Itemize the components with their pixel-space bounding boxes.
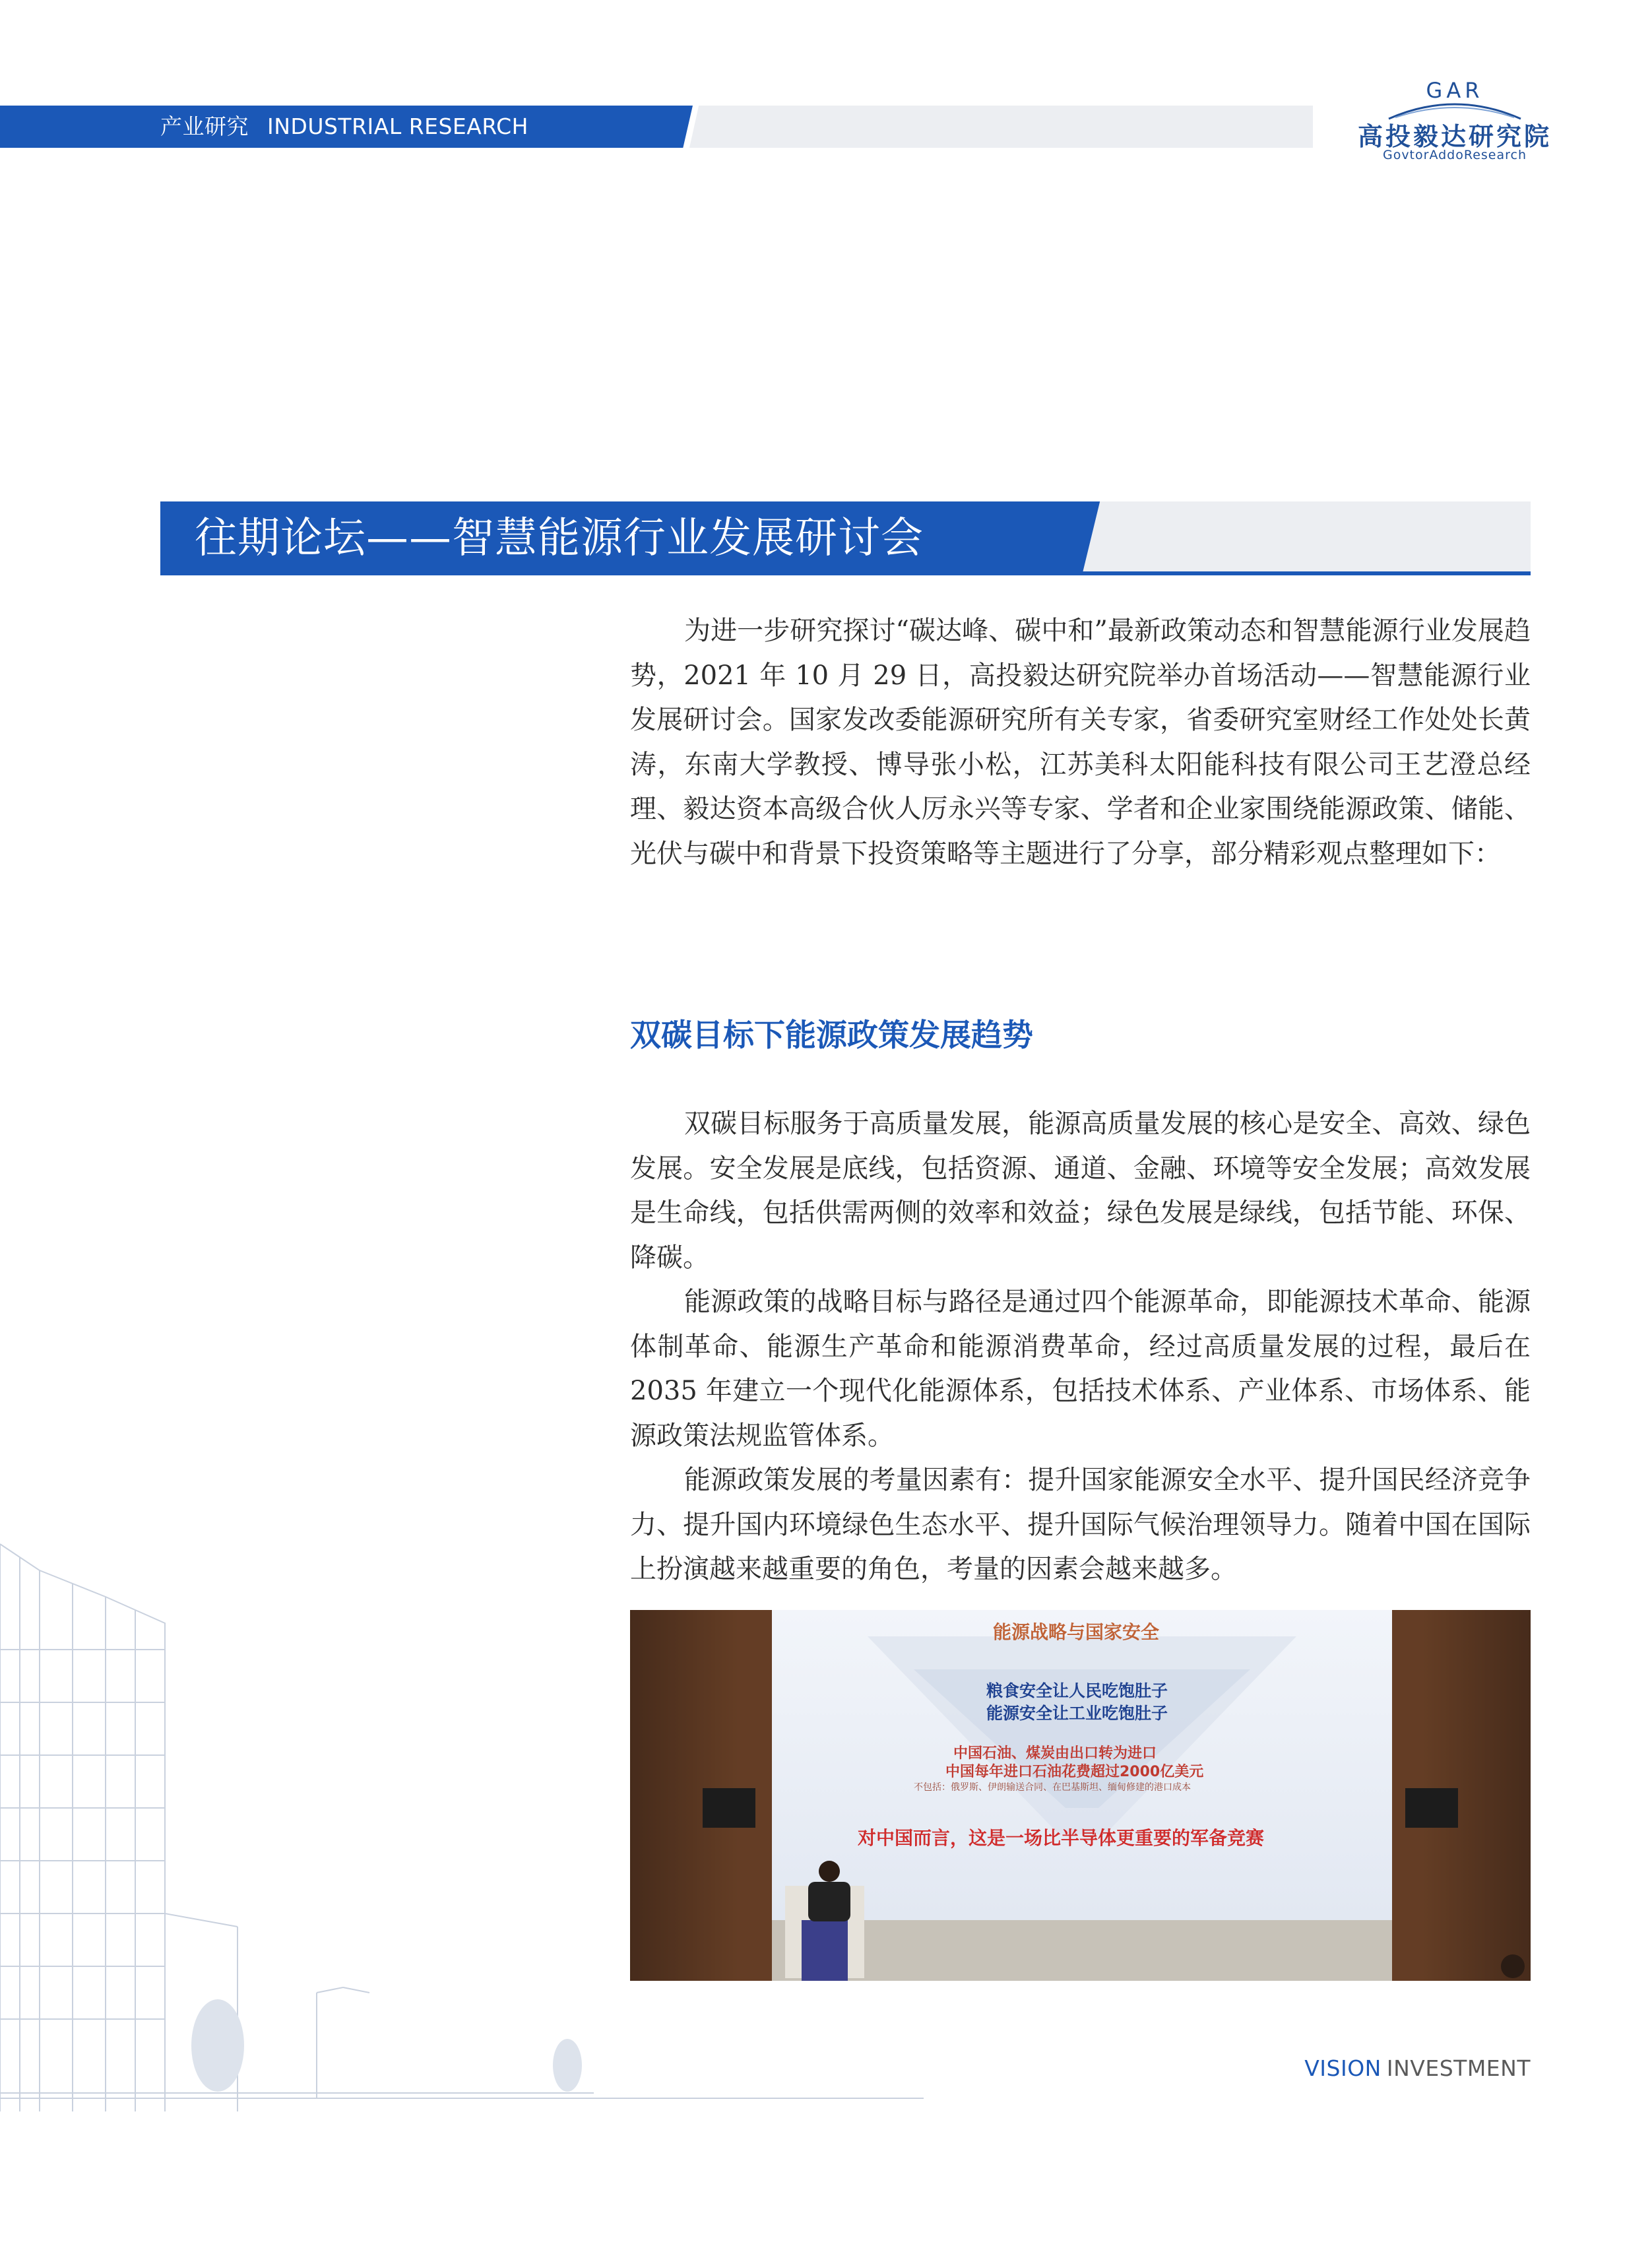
- title-bar-gray: [1082, 501, 1531, 575]
- section-label: [160, 111, 528, 143]
- slide-title: 能源战略与国家安全: [993, 1621, 1160, 1643]
- section-label-en: INDUSTRIAL RESEARCH: [267, 113, 528, 139]
- title-underline: [160, 571, 1531, 575]
- article-title: 往期论坛——智慧能源行业发展研讨会: [195, 514, 924, 563]
- slide-line-3: 中国石油、煤炭由出口转为进口: [953, 1745, 1157, 1762]
- slide-note: 不包括：俄罗斯、伊朗输送合同、在巴基斯坦、缅甸修建的港口成本: [914, 1782, 1191, 1793]
- body-paragraph-2: 能源政策的战略目标与路径是通过四个能源革命，即能源技术革命、能源体制革命、能源生产革命和能源消费革命，经过高质量发展的过程，最后在 2035 年建立一个现代化能源体系，包括技术体系、产业体系、市场体系、能源政策法规监管体系。: [630, 1287, 1531, 1451]
- institute-logo: [1343, 74, 1567, 166]
- slide-red-line: 对中国而言，这是一场比半导体更重要的军备竞赛: [858, 1827, 1265, 1849]
- section-label-cn: 产业研究: [160, 113, 249, 139]
- logo-name-en: GovtorAddoResearch: [1382, 148, 1527, 162]
- slide-line-4: 中国每年进口石油花费超过2000亿美元: [945, 1764, 1204, 1780]
- slide-line-2: 能源安全让工业吃饱肚子: [986, 1704, 1168, 1723]
- footer-investment: INVESTMENT: [1386, 2055, 1531, 2081]
- footer-tagline: [1304, 2055, 1531, 2081]
- slide-line-1: 粮食安全让人民吃饱肚子: [986, 1681, 1168, 1700]
- body-paragraph-1: 双碳目标服务于高质量发展，能源高质量发展的核心是安全、高效、绿色发展。安全发展是底线，包括资源、通道、金融、环境等安全发展；高效发展是生命线，包括供需两侧的效率和效益；绿色发展是绿线，包括节能、环保、降碳。: [630, 1109, 1531, 1273]
- event-photo: [630, 1610, 1531, 1981]
- footer-vision: VISION: [1304, 2055, 1382, 2081]
- intro-paragraph: 为进一步研究探讨“碳达峰、碳中和”最新政策动态和智慧能源行业发展趋势，2021 年 10 月 29 日，高投毅达研究院举办首场活动——智慧能源行业发展研讨会。国家发改委能源研究所有关专家，省委研究室财经工作处处长黄涛，东南大学教授、博导张小松，江苏美科太阳能科技有限公司王艺澄总经理、毅达资本高级合伙人厉永兴等专家、学者和企业家围绕能源政策、储能、光伏与碳中和背景下投资策略等主题进行了分享，部分精彩观点整理如下：: [630, 616, 1531, 869]
- subheading: 双碳目标下能源政策发展趋势: [630, 1017, 1033, 1054]
- photo-scene: [630, 1610, 1531, 1981]
- header-band-gray: [689, 106, 1313, 148]
- logo-abbr: GAR: [1426, 78, 1484, 103]
- body-paragraph-3: 能源政策发展的考量因素有：提升国家能源安全水平、提升国民经济竞争力、提升国内环境绿色生态水平、提升国际气候治理领导力。随着中国在国际上扮演越来越重要的角色，考量的因素会越来越多。: [630, 1465, 1531, 1584]
- logo-name-cn: 高投毅达研究院: [1357, 122, 1552, 151]
